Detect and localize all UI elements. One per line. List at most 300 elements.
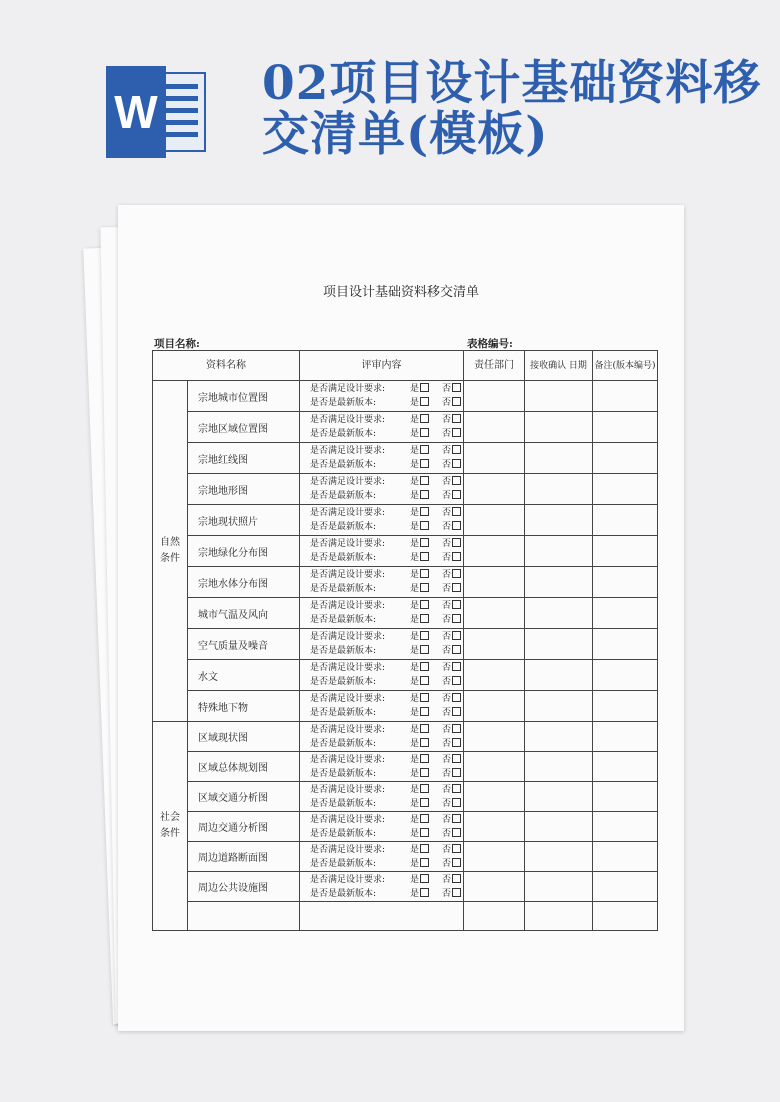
yes-label: 是: [410, 724, 420, 735]
yes-label: 是: [410, 477, 420, 487]
no-checkbox[interactable]: [452, 538, 461, 547]
yes-option[interactable]: [410, 737, 442, 751]
no-label: 否: [442, 663, 452, 673]
no-option[interactable]: [442, 753, 461, 767]
yes-option[interactable]: [410, 692, 442, 706]
yes-option[interactable]: [410, 489, 442, 503]
department-cell[interactable]: [464, 752, 525, 782]
review-line: [310, 887, 463, 901]
yes-option[interactable]: [410, 797, 442, 811]
no-label: 否: [442, 632, 452, 642]
department-cell[interactable]: [464, 872, 525, 902]
yes-checkbox[interactable]: [420, 631, 429, 640]
yes-option[interactable]: [410, 767, 442, 781]
yes-checkbox[interactable]: [420, 707, 429, 716]
yes-option[interactable]: [410, 582, 442, 596]
yes-checkbox[interactable]: [420, 784, 429, 793]
review-line: [310, 753, 463, 767]
yes-option[interactable]: [410, 599, 442, 613]
yes-option[interactable]: [410, 661, 442, 675]
form-title: 项目设计基础资料移交清单: [322, 285, 479, 300]
project-name-label: 项目名称:: [154, 338, 200, 350]
table-row: [153, 381, 658, 412]
no-checkbox[interactable]: [452, 738, 461, 747]
no-option[interactable]: [442, 723, 461, 737]
yes-label: 是: [410, 708, 420, 718]
review-line: [310, 813, 463, 827]
review-line: [310, 644, 463, 658]
review-question: 是否满足设计要求:: [310, 446, 386, 456]
no-option[interactable]: [442, 630, 461, 644]
yes-option[interactable]: [410, 382, 442, 396]
review-line: [310, 661, 463, 675]
yes-option[interactable]: [410, 873, 442, 887]
no-checkbox[interactable]: [452, 507, 461, 516]
review-cell: [300, 412, 464, 443]
yes-option[interactable]: [410, 396, 442, 410]
yes-checkbox[interactable]: [420, 459, 429, 468]
yes-option[interactable]: [410, 506, 442, 520]
review-question: 是否满足设计要求:: [310, 874, 386, 885]
no-checkbox[interactable]: [452, 614, 461, 623]
no-label: 否: [442, 615, 452, 625]
no-checkbox[interactable]: [452, 414, 461, 423]
no-checkbox[interactable]: [452, 676, 461, 685]
no-option[interactable]: [442, 444, 461, 458]
no-option[interactable]: [442, 599, 461, 613]
remark-cell[interactable]: [593, 722, 658, 752]
remark-cell[interactable]: [593, 567, 658, 598]
review-line: [310, 489, 463, 503]
no-checkbox[interactable]: [452, 552, 461, 561]
blank-cell[interactable]: [300, 902, 464, 931]
yes-checkbox[interactable]: [420, 507, 429, 516]
no-label: 否: [442, 646, 452, 656]
yes-option[interactable]: [410, 475, 442, 489]
no-label: 否: [442, 553, 452, 563]
receipt-cell[interactable]: [525, 691, 593, 722]
no-checkbox[interactable]: [452, 662, 461, 671]
no-label: 否: [442, 539, 452, 549]
no-option[interactable]: [442, 692, 461, 706]
table-row: [153, 629, 658, 660]
department-cell[interactable]: [464, 629, 525, 660]
remark-cell[interactable]: [593, 474, 658, 505]
review-line: [310, 706, 463, 720]
no-label: 否: [442, 754, 452, 765]
no-option[interactable]: [442, 767, 461, 781]
yes-option[interactable]: [410, 413, 442, 427]
no-option[interactable]: [442, 475, 461, 489]
yes-checkbox[interactable]: [420, 858, 429, 867]
no-checkbox[interactable]: [452, 600, 461, 609]
remark-cell[interactable]: [593, 443, 658, 474]
no-checkbox[interactable]: [452, 798, 461, 807]
review-cell: [300, 842, 464, 872]
department-cell[interactable]: [464, 412, 525, 443]
handover-table: [152, 350, 658, 931]
review-line: [310, 506, 463, 520]
receipt-cell[interactable]: [525, 722, 593, 752]
no-checkbox[interactable]: [452, 645, 461, 654]
no-option[interactable]: [442, 661, 461, 675]
no-checkbox[interactable]: [452, 858, 461, 867]
receipt-cell[interactable]: [525, 842, 593, 872]
material-name: 水文: [188, 660, 300, 691]
yes-label: 是: [410, 814, 420, 825]
no-checkbox[interactable]: [452, 583, 461, 592]
department-cell[interactable]: [464, 598, 525, 629]
review-question: 是否满足设计要求:: [310, 844, 386, 855]
yes-label: 是: [410, 429, 420, 439]
no-option[interactable]: [442, 827, 461, 841]
no-option[interactable]: [442, 520, 461, 534]
yes-option[interactable]: [410, 458, 442, 472]
yes-option[interactable]: [410, 753, 442, 767]
material-name: 宗地水体分布图: [188, 567, 300, 598]
receipt-cell[interactable]: [525, 567, 593, 598]
no-option[interactable]: [442, 382, 461, 396]
yes-option[interactable]: [410, 537, 442, 551]
remark-cell[interactable]: [593, 752, 658, 782]
yes-option[interactable]: [410, 887, 442, 901]
review-question: 是否满足设计要求:: [310, 632, 386, 642]
no-label: 否: [442, 694, 452, 704]
yes-label: 是: [410, 677, 420, 687]
no-label: 否: [442, 522, 452, 532]
yes-checkbox[interactable]: [420, 768, 429, 777]
review-cell: [300, 782, 464, 812]
blank-cell[interactable]: [593, 902, 658, 931]
review-line: [310, 537, 463, 551]
no-option[interactable]: [442, 737, 461, 751]
no-checkbox[interactable]: [452, 707, 461, 716]
review-question: 是否是最新版本:: [310, 828, 377, 839]
remark-cell[interactable]: [593, 782, 658, 812]
no-checkbox[interactable]: [452, 397, 461, 406]
review-line: [310, 783, 463, 797]
review-line: [310, 475, 463, 489]
remark-cell[interactable]: [593, 412, 658, 443]
no-label: 否: [442, 584, 452, 594]
yes-checkbox[interactable]: [420, 414, 429, 423]
department-cell[interactable]: [464, 381, 525, 412]
yes-checkbox[interactable]: [420, 490, 429, 499]
department-cell[interactable]: [464, 842, 525, 872]
review-line: [310, 843, 463, 857]
review-cell: [300, 381, 464, 412]
yes-option[interactable]: [410, 551, 442, 565]
department-cell[interactable]: [464, 660, 525, 691]
blank-cell[interactable]: [525, 902, 593, 931]
remark-cell[interactable]: [593, 812, 658, 842]
department-cell[interactable]: [464, 443, 525, 474]
review-question: 是否是最新版本:: [310, 768, 377, 779]
yes-checkbox[interactable]: [420, 888, 429, 897]
receipt-cell[interactable]: [525, 872, 593, 902]
no-checkbox[interactable]: [452, 888, 461, 897]
no-option[interactable]: [442, 857, 461, 871]
no-label: 否: [442, 858, 452, 869]
yes-option[interactable]: [410, 630, 442, 644]
yes-label: 是: [410, 460, 420, 470]
word-letter-icon: W: [106, 66, 166, 158]
receipt-cell[interactable]: [525, 782, 593, 812]
no-checkbox[interactable]: [452, 428, 461, 437]
receipt-cell[interactable]: [525, 812, 593, 842]
no-option[interactable]: [442, 873, 461, 887]
no-checkbox[interactable]: [452, 724, 461, 733]
review-cell: [300, 812, 464, 842]
no-checkbox[interactable]: [452, 814, 461, 823]
blank-cell[interactable]: [464, 902, 525, 931]
no-option[interactable]: [442, 613, 461, 627]
review-cell: [300, 722, 464, 752]
yes-checkbox[interactable]: [420, 383, 429, 392]
no-option[interactable]: [442, 887, 461, 901]
no-checkbox[interactable]: [452, 476, 461, 485]
no-checkbox[interactable]: [452, 631, 461, 640]
material-name: 周边道路断面图: [188, 842, 300, 872]
yes-label: 是: [410, 768, 420, 779]
yes-option[interactable]: [410, 857, 442, 871]
table-row: [153, 752, 658, 782]
no-option[interactable]: [442, 413, 461, 427]
review-cell: [300, 536, 464, 567]
no-checkbox[interactable]: [452, 569, 461, 578]
no-option[interactable]: [442, 396, 461, 410]
no-option[interactable]: [442, 783, 461, 797]
review-question: 是否满足设计要求:: [310, 570, 386, 580]
yes-checkbox[interactable]: [420, 397, 429, 406]
receipt-cell[interactable]: [525, 629, 593, 660]
review-cell: [300, 443, 464, 474]
yes-option[interactable]: [410, 827, 442, 841]
no-label: 否: [442, 477, 452, 487]
yes-checkbox[interactable]: [420, 814, 429, 823]
department-cell[interactable]: [464, 782, 525, 812]
no-checkbox[interactable]: [452, 768, 461, 777]
receipt-cell[interactable]: [525, 381, 593, 412]
review-question: 是否是最新版本:: [310, 646, 377, 656]
yes-checkbox[interactable]: [420, 552, 429, 561]
review-line: [310, 767, 463, 781]
no-option[interactable]: [442, 813, 461, 827]
yes-option[interactable]: [410, 675, 442, 689]
col-header-remark: 备注(版本编号): [593, 351, 658, 381]
receipt-cell[interactable]: [525, 474, 593, 505]
yes-checkbox[interactable]: [420, 538, 429, 547]
no-option[interactable]: [442, 797, 461, 811]
yes-checkbox[interactable]: [420, 724, 429, 733]
review-question: 是否是最新版本:: [310, 460, 377, 470]
review-cell: [300, 505, 464, 536]
remark-cell[interactable]: [593, 381, 658, 412]
no-label: 否: [442, 446, 452, 456]
yes-checkbox[interactable]: [420, 693, 429, 702]
review-line: [310, 427, 463, 441]
remark-cell[interactable]: [593, 872, 658, 902]
no-option[interactable]: [442, 489, 461, 503]
no-option[interactable]: [442, 427, 461, 441]
yes-checkbox[interactable]: [420, 428, 429, 437]
remark-cell[interactable]: [593, 660, 658, 691]
yes-option[interactable]: [410, 706, 442, 720]
review-question: 是否是最新版本:: [310, 553, 377, 563]
department-cell[interactable]: [464, 474, 525, 505]
yes-option[interactable]: [410, 427, 442, 441]
review-question: 是否满足设计要求:: [310, 508, 386, 518]
table-row: [153, 842, 658, 872]
department-cell[interactable]: [464, 722, 525, 752]
remark-cell[interactable]: [593, 842, 658, 872]
no-label: 否: [442, 415, 452, 425]
no-checkbox[interactable]: [452, 828, 461, 837]
receipt-cell[interactable]: [525, 660, 593, 691]
yes-option[interactable]: [410, 723, 442, 737]
department-cell[interactable]: [464, 505, 525, 536]
no-option[interactable]: [442, 644, 461, 658]
yes-checkbox[interactable]: [420, 600, 429, 609]
receipt-cell[interactable]: [525, 536, 593, 567]
no-option[interactable]: [442, 675, 461, 689]
review-cell: [300, 629, 464, 660]
review-line: [310, 857, 463, 871]
yes-checkbox[interactable]: [420, 828, 429, 837]
no-option[interactable]: [442, 568, 461, 582]
no-checkbox[interactable]: [452, 874, 461, 883]
no-label: 否: [442, 429, 452, 439]
review-line: [310, 396, 463, 410]
review-question: 是否满足设计要求:: [310, 539, 386, 549]
no-option[interactable]: [442, 843, 461, 857]
no-label: 否: [442, 398, 452, 408]
review-line: [310, 382, 463, 396]
category-cell: [153, 722, 188, 931]
material-name: 宗地红线图: [188, 443, 300, 474]
department-cell[interactable]: [464, 691, 525, 722]
receipt-cell[interactable]: [525, 443, 593, 474]
review-question: 是否满足设计要求:: [310, 754, 386, 765]
yes-label: 是: [410, 874, 420, 885]
yes-checkbox[interactable]: [420, 614, 429, 623]
no-label: 否: [442, 508, 452, 518]
yes-checkbox[interactable]: [420, 476, 429, 485]
no-checkbox[interactable]: [452, 445, 461, 454]
yes-label: 是: [410, 784, 420, 795]
yes-checkbox[interactable]: [420, 874, 429, 883]
yes-checkbox[interactable]: [420, 676, 429, 685]
yes-option[interactable]: [410, 843, 442, 857]
yes-checkbox[interactable]: [420, 662, 429, 671]
yes-option[interactable]: [410, 520, 442, 534]
no-checkbox[interactable]: [452, 754, 461, 763]
no-label: 否: [442, 491, 452, 501]
yes-checkbox[interactable]: [420, 844, 429, 853]
department-cell[interactable]: [464, 812, 525, 842]
yes-checkbox[interactable]: [420, 521, 429, 530]
review-cell: [300, 474, 464, 505]
yes-label: 是: [410, 415, 420, 425]
review-line: [310, 613, 463, 627]
yes-checkbox[interactable]: [420, 798, 429, 807]
material-name: 城市气温及风向: [188, 598, 300, 629]
table-row: [153, 598, 658, 629]
receipt-cell[interactable]: [525, 752, 593, 782]
no-option[interactable]: [442, 506, 461, 520]
category-label: 社会条件: [160, 812, 180, 839]
no-option[interactable]: [442, 582, 461, 596]
yes-option[interactable]: [410, 444, 442, 458]
no-option[interactable]: [442, 706, 461, 720]
yes-option[interactable]: [410, 644, 442, 658]
no-option[interactable]: [442, 551, 461, 565]
no-label: 否: [442, 601, 452, 611]
yes-option[interactable]: [410, 568, 442, 582]
yes-label: 是: [410, 754, 420, 765]
no-checkbox[interactable]: [452, 521, 461, 530]
word-app-icon: [106, 66, 208, 158]
receipt-cell[interactable]: [525, 412, 593, 443]
remark-cell[interactable]: [593, 691, 658, 722]
yes-checkbox[interactable]: [420, 445, 429, 454]
review-question: 是否是最新版本:: [310, 429, 377, 439]
department-cell[interactable]: [464, 536, 525, 567]
blank-cell[interactable]: [188, 902, 300, 931]
table-header-row: [153, 351, 658, 381]
no-checkbox[interactable]: [452, 383, 461, 392]
receipt-cell[interactable]: [525, 598, 593, 629]
yes-checkbox[interactable]: [420, 738, 429, 747]
no-label: 否: [442, 784, 452, 795]
review-question: 是否满足设计要求:: [310, 814, 386, 825]
review-cell: [300, 691, 464, 722]
yes-checkbox[interactable]: [420, 583, 429, 592]
remark-cell[interactable]: [593, 629, 658, 660]
no-checkbox[interactable]: [452, 784, 461, 793]
remark-cell[interactable]: [593, 536, 658, 567]
no-option[interactable]: [442, 458, 461, 472]
remark-cell[interactable]: [593, 505, 658, 536]
receipt-cell[interactable]: [525, 505, 593, 536]
review-question: 是否是最新版本:: [310, 858, 377, 869]
no-checkbox[interactable]: [452, 844, 461, 853]
no-checkbox[interactable]: [452, 693, 461, 702]
remark-cell[interactable]: [593, 598, 658, 629]
yes-checkbox[interactable]: [420, 569, 429, 578]
no-checkbox[interactable]: [452, 459, 461, 468]
department-cell[interactable]: [464, 567, 525, 598]
material-name: 宗地城市位置图: [188, 381, 300, 412]
yes-label: 是: [410, 694, 420, 704]
no-label: 否: [442, 768, 452, 779]
yes-label: 是: [410, 398, 420, 408]
yes-option[interactable]: [410, 613, 442, 627]
no-label: 否: [442, 798, 452, 809]
yes-option[interactable]: [410, 783, 442, 797]
no-checkbox[interactable]: [452, 490, 461, 499]
no-option[interactable]: [442, 537, 461, 551]
table-row: [153, 782, 658, 812]
yes-checkbox[interactable]: [420, 754, 429, 763]
form-number-label: 表格编号:: [467, 338, 513, 350]
yes-option[interactable]: [410, 813, 442, 827]
review-question: 是否是最新版本:: [310, 398, 377, 408]
review-line: [310, 797, 463, 811]
review-line: [310, 737, 463, 751]
yes-checkbox[interactable]: [420, 645, 429, 654]
review-question: 是否满足设计要求:: [310, 784, 386, 795]
